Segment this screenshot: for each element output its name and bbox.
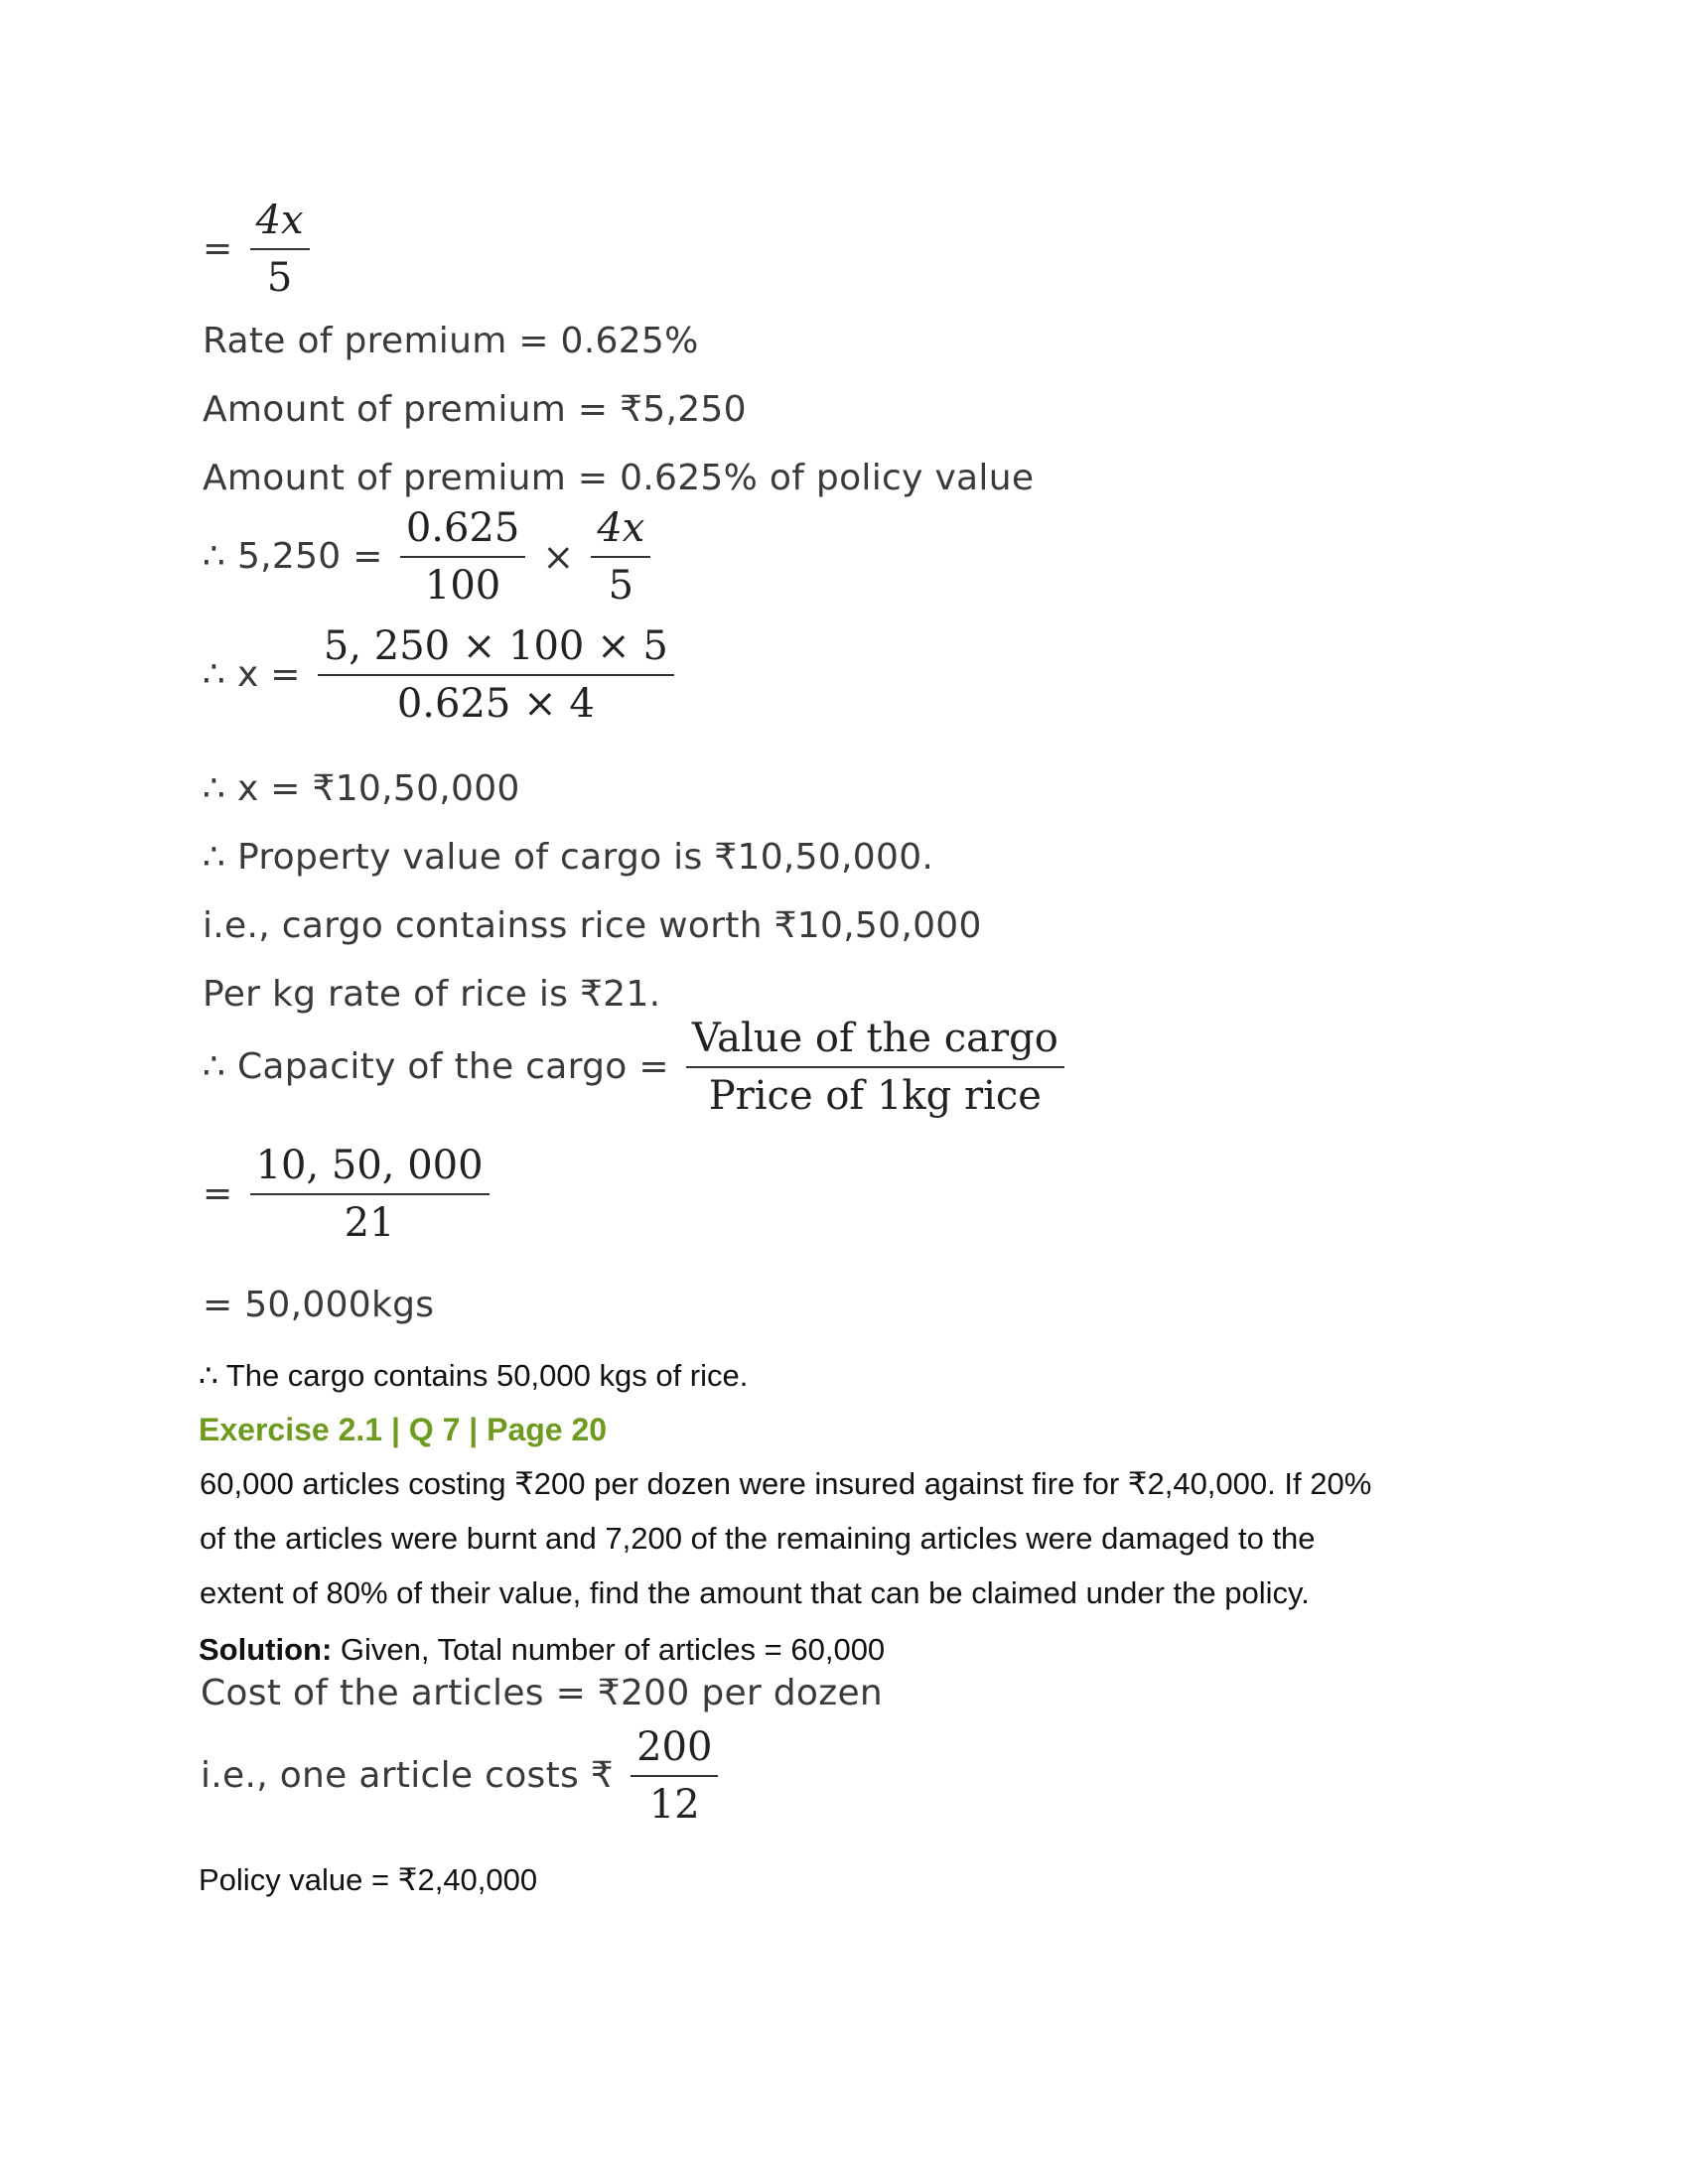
- equation-lhs: ∴ 5,250 =: [203, 536, 383, 577]
- fraction: [250, 199, 310, 300]
- equation-one-article: [201, 1725, 718, 1827]
- multiply-sign: ×: [542, 535, 575, 579]
- equation-5250: [203, 506, 650, 608]
- rate-of-premium-line: Rate of premium = 0.625%: [203, 321, 699, 361]
- question-line: extent of 80% of their value, find the amount that can be claimed under the policy.: [200, 1575, 1310, 1610]
- fraction-denominator: 21: [344, 1200, 395, 1246]
- fraction: [250, 1144, 490, 1245]
- fraction-numerator: 10, 50, 000: [250, 1144, 490, 1195]
- rate-of-rice-line: Per kg rate of rice is ₹21.: [203, 974, 661, 1015]
- solution-text: Given, Total number of articles = 60,000: [332, 1632, 886, 1667]
- equation-lhs: ∴ Capacity of the cargo =: [203, 1046, 669, 1087]
- equation-fraction-4x-5: [203, 199, 310, 300]
- fraction-numerator: 4x: [250, 199, 310, 250]
- fraction-denominator: 5: [266, 255, 293, 301]
- fraction: [318, 624, 674, 726]
- result-line: = 50,000kgs: [203, 1285, 435, 1325]
- fraction-numerator: 0.625: [400, 506, 526, 558]
- equals-sign: =: [203, 228, 233, 269]
- fraction-denominator: 0.625 × 4: [396, 681, 595, 727]
- fraction-denominator: 100: [424, 563, 501, 609]
- fraction-rate: [400, 506, 526, 608]
- solution-line: [199, 1634, 885, 1665]
- equation-x: [203, 624, 674, 726]
- question-text: [200, 1456, 1490, 1620]
- question-line: of the articles were burnt and 7,200 of the remaining articles were damaged to the: [200, 1521, 1316, 1556]
- fraction-value: [591, 506, 650, 608]
- question-line: 60,000 articles costing ₹200 per dozen were insured against fire for ₹2,40,000. If 20%: [200, 1466, 1372, 1501]
- policy-value-line: Policy value = ₹2,40,000: [199, 1862, 538, 1897]
- equals-sign: =: [203, 1173, 233, 1214]
- cost-of-articles-line: Cost of the articles = ₹200 per dozen: [201, 1673, 884, 1713]
- equation-capacity: [203, 1017, 1064, 1118]
- fraction-numerator: 5, 250 × 100 × 5: [318, 624, 674, 676]
- equation-division: [203, 1144, 490, 1245]
- cargo-contains-line: i.e., cargo containss rice worth ₹10,50,000: [203, 905, 982, 946]
- x-value-line: ∴ x = ₹10,50,000: [203, 768, 520, 809]
- solution-label: Solution:: [199, 1632, 333, 1667]
- fraction-denominator: 5: [608, 563, 634, 609]
- fraction-numerator: Value of the cargo: [686, 1017, 1064, 1068]
- property-value-line: ∴ Property value of cargo is ₹10,50,000.: [203, 837, 934, 878]
- fraction-numerator: 4x: [591, 506, 650, 558]
- fraction: [631, 1725, 718, 1827]
- fraction-denominator: Price of 1kg rice: [708, 1073, 1042, 1119]
- amount-of-premium-line: Amount of premium = ₹5,250: [203, 389, 747, 430]
- equation-lhs: i.e., one article costs ₹: [201, 1755, 615, 1796]
- conclusion-line: ∴ The cargo contains 50,000 kgs of rice.: [199, 1358, 749, 1393]
- fraction-numerator: 200: [631, 1725, 718, 1777]
- equation-lhs: ∴ x =: [203, 654, 301, 695]
- fraction: [686, 1017, 1064, 1118]
- premium-of-policy-value-line: Amount of premium = 0.625% of policy value: [203, 458, 1035, 498]
- exercise-heading: Exercise 2.1 | Q 7 | Page 20: [199, 1412, 608, 1447]
- fraction-denominator: 12: [648, 1782, 700, 1828]
